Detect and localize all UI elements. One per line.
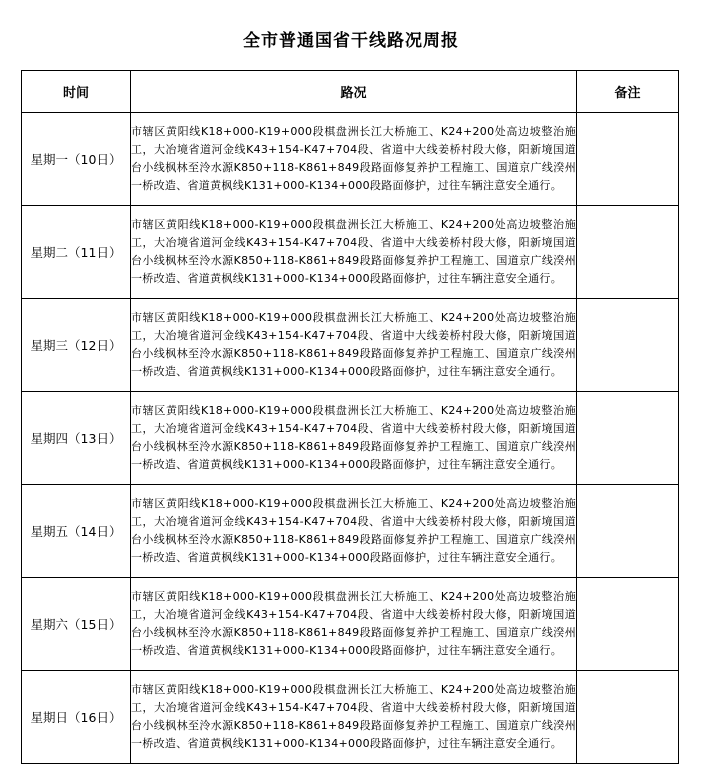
header-condition: 路况 [131,71,577,113]
note-cell [577,299,679,392]
condition-cell: 市辖区黄阳线K18+000-K19+000段棋盘洲长江大桥施工、K24+200处高边坡整治施工，大冶境省道河金线K43+154-K47+704段、省道中大线姜桥村段大修，阳新境国道台小线枫林至泠水源K850+118-K861+849段路面修复养护工程施工、国道京广线湀州一桥改造、省道黄枫线K131+000-K134+000段路面修护，过往车辆注意安全通行。 [131,671,577,764]
table-row [22,113,679,206]
condition-cell: 市辖区黄阳线K18+000-K19+000段棋盘洲长江大桥施工、K24+200处高边坡整治施工，大冶境省道河金线K43+154-K47+704段、省道中大线姜桥村段大修，阳新境国道台小线枫林至泠水源K850+118-K861+849段路面修复养护工程施工、国道京广线湀州一桥改造、省道黄枫线K131+000-K134+000段路面修护，过往车辆注意安全通行。 [131,485,577,578]
condition-cell: 市辖区黄阳线K18+000-K19+000段棋盘洲长江大桥施工、K24+200处高边坡整治施工，大冶境省道河金线K43+154-K47+704段、省道中大线姜桥村段大修，阳新境国道台小线枫林至泠水源K850+118-K861+849段路面修复养护工程施工、国道京广线湀州一桥改造、省道黄枫线K131+000-K134+000段路面修护，过往车辆注意安全通行。 [131,206,577,299]
table-header-row [22,71,679,113]
day-cell: 星期四（13日） [22,392,131,485]
page-title: 全市普通国省干线路况周报 [243,31,459,51]
note-cell [577,671,679,764]
road-condition-table [21,70,679,764]
table-row [22,671,679,764]
table-row [22,299,679,392]
day-cell: 星期一（10日） [22,113,131,206]
note-cell [577,392,679,485]
table-row [22,485,679,578]
table-row [22,578,679,671]
condition-cell: 市辖区黄阳线K18+000-K19+000段棋盘洲长江大桥施工、K24+200处高边坡整治施工，大冶境省道河金线K43+154-K47+704段、省道中大线姜桥村段大修，阳新境国道台小线枫林至泠水源K850+118-K861+849段路面修复养护工程施工、国道京广线湀州一桥改造、省道黄枫线K131+000-K134+000段路面修护，过往车辆注意安全通行。 [131,113,577,206]
condition-cell: 市辖区黄阳线K18+000-K19+000段棋盘洲长江大桥施工、K24+200处高边坡整治施工，大冶境省道河金线K43+154-K47+704段、省道中大线姜桥村段大修，阳新境国道台小线枫林至泠水源K850+118-K861+849段路面修复养护工程施工、国道京广线湀州一桥改造、省道黄枫线K131+000-K134+000段路面修护，过往车辆注意安全通行。 [131,392,577,485]
note-cell [577,578,679,671]
note-cell [577,113,679,206]
day-cell: 星期六（15日） [22,578,131,671]
table-row [22,206,679,299]
note-cell [577,206,679,299]
note-cell [577,485,679,578]
table-row [22,392,679,485]
condition-cell: 市辖区黄阳线K18+000-K19+000段棋盘洲长江大桥施工、K24+200处高边坡整治施工，大冶境省道河金线K43+154-K47+704段、省道中大线姜桥村段大修，阳新境国道台小线枫林至泠水源K850+118-K861+849段路面修复养护工程施工、国道京广线湀州一桥改造、省道黄枫线K131+000-K134+000段路面修护，过往车辆注意安全通行。 [131,578,577,671]
day-cell: 星期日（16日） [22,671,131,764]
condition-cell: 市辖区黄阳线K18+000-K19+000段棋盘洲长江大桥施工、K24+200处高边坡整治施工，大冶境省道河金线K43+154-K47+704段、省道中大线姜桥村段大修，阳新境国道台小线枫林至泠水源K850+118-K861+849段路面修复养护工程施工、国道京广线湀州一桥改造、省道黄枫线K131+000-K134+000段路面修护，过往车辆注意安全通行。 [131,299,577,392]
day-cell: 星期二（11日） [22,206,131,299]
header-time: 时间 [22,71,131,113]
header-note: 备注 [577,71,679,113]
day-cell: 星期三（12日） [22,299,131,392]
day-cell: 星期五（14日） [22,485,131,578]
